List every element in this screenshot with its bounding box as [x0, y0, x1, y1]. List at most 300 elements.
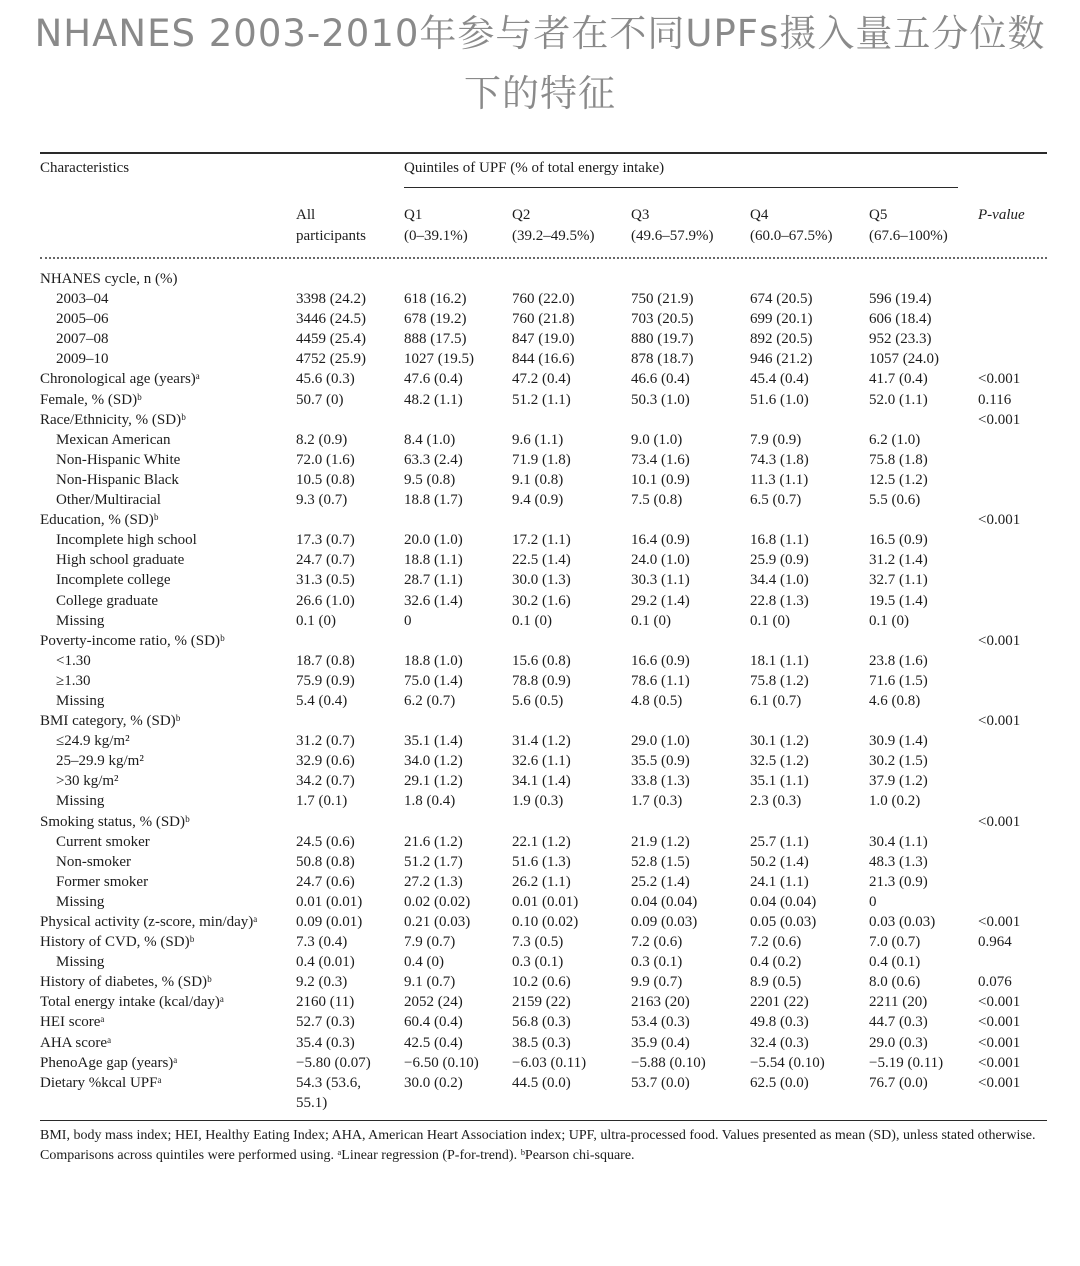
cell-q2: 5.6 (0.5)	[512, 692, 564, 709]
cell-all: 31.3 (0.5)	[296, 572, 355, 589]
cell-pvalue: <0.001	[978, 632, 1021, 649]
table-row	[40, 771, 1047, 791]
cell-q5: 30.2 (1.5)	[869, 753, 928, 770]
cell-q3: 33.8 (1.3)	[631, 773, 690, 790]
row-label: 2003–04	[56, 291, 109, 308]
cell-q2: 71.9 (1.8)	[512, 451, 571, 468]
cell-q1: 18.8 (1.0)	[404, 652, 463, 669]
row-label: Non-smoker	[56, 853, 131, 870]
row-label: Education, % (SD)ᵇ	[40, 512, 159, 529]
cell-q1: 63.3 (2.4)	[404, 451, 463, 468]
cell-q3: 52.8 (1.5)	[631, 853, 690, 870]
cell-q1: 60.4 (0.4)	[404, 1014, 463, 1031]
table-row	[40, 1073, 1047, 1111]
cell-q1: 32.6 (1.4)	[404, 592, 463, 609]
cell-q4: 0.05 (0.03)	[750, 914, 817, 930]
cell-q3: 30.3 (1.1)	[631, 572, 690, 589]
cell-pvalue: <0.001	[978, 813, 1021, 830]
cell-pvalue: 0.964	[978, 934, 1012, 951]
cell-q2: 44.5 (0.0)	[512, 1074, 571, 1091]
cell-q4: 32.5 (1.2)	[750, 753, 809, 770]
row-label: Total energy intake (kcal/day)ᵃ	[40, 994, 224, 1011]
cell-q4: 25.9 (0.9)	[750, 552, 809, 569]
table-row	[40, 1053, 1047, 1073]
header-quintile-group: Quintiles of UPF (% of total energy intake)	[404, 160, 665, 176]
cell-q5: 7.0 (0.7)	[869, 934, 921, 951]
cell-all: 72.0 (1.6)	[296, 451, 355, 468]
col-header-q2: Q2 (39.2–49.5%)	[512, 207, 595, 244]
table-body	[40, 269, 1047, 1111]
cell-q3: 25.2 (1.4)	[631, 873, 690, 890]
table-row	[40, 852, 1047, 872]
header-dotted-rule	[40, 257, 1047, 259]
cell-q3: 9.0 (1.0)	[631, 431, 683, 448]
cell-q1: 8.4 (1.0)	[404, 431, 456, 448]
cell-q5: 2211 (20)	[869, 994, 928, 1011]
cell-q4: 74.3 (1.8)	[750, 451, 809, 468]
cell-q4: 30.1 (1.2)	[750, 733, 809, 750]
cell-q3: 35.9 (0.4)	[631, 1034, 690, 1051]
cell-q3: 2163 (20)	[631, 994, 690, 1011]
row-label: 25–29.9 kg/m²	[56, 753, 144, 770]
cell-q3: 0.1 (0)	[631, 612, 671, 629]
table-row	[40, 731, 1047, 751]
cell-pvalue: <0.001	[978, 1074, 1021, 1091]
row-label: Non-Hispanic Black	[56, 471, 179, 488]
cell-q2: 844 (16.6)	[512, 351, 575, 368]
cell-q4: 22.8 (1.3)	[750, 592, 809, 609]
cell-q2: 9.4 (0.9)	[512, 492, 564, 509]
cell-all: 9.3 (0.7)	[296, 492, 348, 509]
cell-q4: 45.4 (0.4)	[750, 371, 809, 388]
cell-q3: 73.4 (1.6)	[631, 451, 690, 468]
cell-q2: −6.03 (0.11)	[512, 1054, 587, 1071]
row-label: Former smoker	[56, 873, 149, 890]
table-row	[40, 992, 1047, 1012]
cell-q2: 0.10 (0.02)	[512, 914, 579, 930]
cell-q1: 29.1 (1.2)	[404, 773, 463, 790]
cell-q3: 29.0 (1.0)	[631, 733, 690, 750]
cell-q5: 6.2 (1.0)	[869, 431, 921, 448]
cell-q3: 21.9 (1.2)	[631, 833, 690, 850]
row-label: Physical activity (z-score, min/day)ᵃ	[40, 914, 258, 930]
cell-q1: 0.21 (0.03)	[404, 914, 471, 930]
cell-all: 0.1 (0)	[296, 612, 336, 629]
cell-q4: 49.8 (0.3)	[750, 1014, 809, 1031]
cell-q3: 9.9 (0.7)	[631, 974, 683, 991]
cell-all: 9.2 (0.3)	[296, 974, 348, 991]
cell-q3: 703 (20.5)	[631, 311, 694, 328]
cell-all: 1.7 (0.1)	[296, 793, 348, 810]
table-row	[40, 329, 1047, 349]
table-row	[40, 349, 1047, 369]
cell-q3: −5.88 (0.10)	[631, 1054, 706, 1071]
table-row	[40, 972, 1047, 992]
cell-q5: 596 (19.4)	[869, 291, 932, 308]
cell-q5: 37.9 (1.2)	[869, 773, 928, 790]
cell-pvalue: <0.001	[978, 914, 1021, 930]
cell-q2: 7.3 (0.5)	[512, 934, 564, 951]
cell-q2: 0.3 (0.1)	[512, 954, 564, 971]
cell-q5: 606 (18.4)	[869, 311, 932, 328]
cell-q2: 847 (19.0)	[512, 331, 575, 348]
table-row	[40, 570, 1047, 590]
cell-q4: 6.5 (0.7)	[750, 492, 802, 509]
row-label: Dietary %kcal UPFᵃ	[40, 1074, 162, 1091]
row-label: ≤24.9 kg/m²	[56, 733, 130, 750]
table-row	[40, 711, 1047, 731]
table-row	[40, 309, 1047, 329]
cell-q1: 6.2 (0.7)	[404, 692, 456, 709]
table-row	[40, 872, 1047, 892]
cell-q2: 10.2 (0.6)	[512, 974, 571, 991]
table-row	[40, 892, 1047, 912]
cell-q1: 1027 (19.5)	[404, 351, 474, 368]
cell-all: 3398 (24.2)	[296, 291, 366, 308]
cell-q4: 6.1 (0.7)	[750, 692, 802, 709]
row-label: College graduate	[56, 592, 159, 609]
cell-all: 50.8 (0.8)	[296, 853, 355, 870]
cell-pvalue: <0.001	[978, 512, 1021, 529]
row-label: AHA scoreᵃ	[40, 1034, 112, 1051]
cell-q2: 15.6 (0.8)	[512, 652, 571, 669]
row-label: PhenoAge gap (years)ᵃ	[40, 1054, 178, 1071]
cell-q2: 9.6 (1.1)	[512, 431, 564, 448]
row-label: Current smoker	[56, 833, 150, 850]
cell-q4: 25.7 (1.1)	[750, 833, 809, 850]
cell-q2: 9.1 (0.8)	[512, 471, 564, 488]
cell-q4: 674 (20.5)	[750, 291, 813, 308]
cell-q4: 8.9 (0.5)	[750, 974, 802, 991]
cell-q4: 11.3 (1.1)	[750, 471, 809, 488]
cell-pvalue: <0.001	[978, 371, 1021, 388]
cell-q4: 2201 (22)	[750, 994, 809, 1011]
cell-q2: 31.4 (1.2)	[512, 733, 571, 750]
cell-all: 34.2 (0.7)	[296, 773, 355, 790]
cell-q1: 9.5 (0.8)	[404, 471, 456, 488]
col-header-q1: Q1 (0–39.1%)	[404, 207, 468, 244]
table-bottom-rule	[40, 1120, 1047, 1121]
cell-q1: 51.2 (1.7)	[404, 853, 463, 870]
cell-q2: 30.0 (1.3)	[512, 572, 571, 589]
col-header-q3: Q3 (49.6–57.9%)	[631, 207, 714, 244]
cell-q3: 0.09 (0.03)	[631, 914, 698, 930]
table-row	[40, 611, 1047, 631]
cell-q5: 31.2 (1.4)	[869, 552, 928, 569]
row-label: Missing	[56, 893, 105, 910]
cell-q4: 62.5 (0.0)	[750, 1074, 809, 1091]
row-label: Incomplete high school	[56, 532, 197, 549]
cell-all: 17.3 (0.7)	[296, 532, 355, 549]
row-label: >30 kg/m²	[56, 773, 119, 790]
cell-all: 5.4 (0.4)	[296, 692, 348, 709]
cell-q5: 75.8 (1.8)	[869, 451, 928, 468]
cell-q4: 18.1 (1.1)	[750, 652, 809, 669]
cell-all: 31.2 (0.7)	[296, 733, 355, 750]
table-row	[40, 671, 1047, 691]
cell-q5: 0.1 (0)	[869, 612, 909, 629]
row-label: HEI scoreᵃ	[40, 1014, 105, 1031]
cell-q3: 46.6 (0.4)	[631, 371, 690, 388]
cell-q4: 946 (21.2)	[750, 351, 813, 368]
cell-all: 24.7 (0.6)	[296, 873, 355, 890]
cell-q2: 0.01 (0.01)	[512, 893, 579, 910]
cell-q5: 44.7 (0.3)	[869, 1014, 928, 1031]
table-row	[40, 832, 1047, 852]
table-row	[40, 269, 1047, 289]
cell-q5: 76.7 (0.0)	[869, 1074, 928, 1091]
cell-q3: 35.5 (0.9)	[631, 753, 690, 770]
row-label: Chronological age (years)ᵃ	[40, 371, 200, 388]
cell-q4: 75.8 (1.2)	[750, 672, 809, 689]
cell-q4: 51.6 (1.0)	[750, 391, 809, 408]
cell-pvalue: <0.001	[978, 994, 1021, 1011]
table-row	[40, 1033, 1047, 1053]
row-label: Missing	[56, 612, 105, 629]
cell-q2: 17.2 (1.1)	[512, 532, 571, 549]
cell-q4: 0.4 (0.2)	[750, 954, 802, 971]
table-row	[40, 390, 1047, 410]
col-header-q5: Q5 (67.6–100%)	[869, 207, 948, 244]
cell-q5: 1.0 (0.2)	[869, 793, 921, 810]
cell-all: 50.7 (0)	[296, 391, 344, 408]
table-row	[40, 550, 1047, 570]
cell-q1: 678 (19.2)	[404, 311, 467, 328]
row-label: Incomplete college	[56, 572, 171, 589]
cell-pvalue: 0.076	[978, 974, 1012, 991]
cell-pvalue: <0.001	[978, 1034, 1021, 1051]
cell-all: 0.09 (0.01)	[296, 914, 363, 930]
cell-q1: −6.50 (0.10)	[404, 1054, 479, 1071]
cell-q2: 22.5 (1.4)	[512, 552, 571, 569]
cell-q1: 18.8 (1.1)	[404, 552, 463, 569]
row-label: History of diabetes, % (SD)ᵇ	[40, 974, 212, 991]
cell-q5: 0.03 (0.03)	[869, 914, 936, 930]
table-row	[40, 430, 1047, 450]
cell-q1: 28.7 (1.1)	[404, 572, 463, 589]
table-row	[40, 530, 1047, 550]
cell-q1: 21.6 (1.2)	[404, 833, 463, 850]
cell-q1: 7.9 (0.7)	[404, 934, 456, 951]
cell-q2: 22.1 (1.2)	[512, 833, 571, 850]
cell-q5: 1057 (24.0)	[869, 351, 939, 368]
table-row	[40, 410, 1047, 430]
row-label: History of CVD, % (SD)ᵇ	[40, 934, 195, 951]
cell-q3: 750 (21.9)	[631, 291, 694, 308]
cell-all: 0.01 (0.01)	[296, 893, 363, 910]
cell-all: 10.5 (0.8)	[296, 471, 355, 488]
cell-q4: 699 (20.1)	[750, 311, 813, 328]
cell-q1: 20.0 (1.0)	[404, 532, 463, 549]
cell-q3: 24.0 (1.0)	[631, 552, 690, 569]
cell-q2: 32.6 (1.1)	[512, 753, 571, 770]
row-label: NHANES cycle, n (%)	[40, 271, 178, 287]
table-row	[40, 510, 1047, 530]
cell-q2: 51.6 (1.3)	[512, 853, 571, 870]
cell-all: 35.4 (0.3)	[296, 1034, 355, 1051]
table-top-rule	[40, 152, 1047, 154]
cell-q5: 19.5 (1.4)	[869, 592, 928, 609]
cell-q5: 30.4 (1.1)	[869, 833, 928, 850]
cell-q3: 29.2 (1.4)	[631, 592, 690, 609]
cell-q5: 0	[869, 893, 877, 910]
cell-q2: 78.8 (0.9)	[512, 672, 571, 689]
row-label: Poverty-income ratio, % (SD)ᵇ	[40, 632, 225, 649]
col-header-all: All participants	[296, 207, 366, 244]
cell-q1: 42.5 (0.4)	[404, 1034, 463, 1051]
table-row	[40, 651, 1047, 671]
col-header-q4: Q4 (60.0–67.5%)	[750, 207, 833, 244]
cell-q1: 2052 (24)	[404, 994, 463, 1011]
table-row	[40, 490, 1047, 510]
cell-q3: 880 (19.7)	[631, 331, 694, 348]
row-label: High school graduate	[56, 552, 185, 569]
cell-q5: 23.8 (1.6)	[869, 652, 928, 669]
cell-all: 24.7 (0.7)	[296, 552, 355, 569]
row-label: Other/Multiracial	[56, 492, 161, 509]
row-label: Smoking status, % (SD)ᵇ	[40, 813, 190, 830]
cell-q4: 7.9 (0.9)	[750, 431, 802, 448]
cell-q3: 50.3 (1.0)	[631, 391, 690, 408]
table-footnote: BMI, body mass index; HEI, Healthy Eating Index; AHA, American Heart Association index; UPF, ultra-processed food. Values presented as mean (SD), unless stated otherwise. Comparisons across quintiles were performed using. ᵃLinear regression (P-for-trend). ᵇPearson chi-square.	[40, 1128, 1036, 1163]
cell-q1: 27.2 (1.3)	[404, 873, 463, 890]
cell-q1: 18.8 (1.7)	[404, 492, 463, 509]
cell-q5: −5.19 (0.11)	[869, 1054, 944, 1071]
table-row	[40, 369, 1047, 389]
cell-all: 45.6 (0.3)	[296, 371, 355, 388]
cell-q5: 41.7 (0.4)	[869, 371, 928, 388]
cell-q2: 51.2 (1.1)	[512, 391, 571, 408]
cell-q4: 892 (20.5)	[750, 331, 813, 348]
row-label: Race/Ethnicity, % (SD)ᵇ	[40, 411, 186, 428]
group-header-rule	[404, 187, 958, 188]
table-row	[40, 932, 1047, 952]
cell-pvalue: <0.001	[978, 411, 1021, 428]
cell-q3: 78.6 (1.1)	[631, 672, 690, 689]
cell-q3: 16.6 (0.9)	[631, 652, 690, 669]
cell-q4: 50.2 (1.4)	[750, 853, 809, 870]
cell-q1: 0.4 (0)	[404, 954, 444, 971]
table-row	[40, 952, 1047, 972]
cell-q1: 9.1 (0.7)	[404, 974, 456, 991]
cell-all: 75.9 (0.9)	[296, 672, 355, 689]
cell-all: 52.7 (0.3)	[296, 1014, 355, 1031]
cell-q1: 888 (17.5)	[404, 331, 467, 348]
cell-all: −5.80 (0.07)	[296, 1054, 371, 1071]
row-label: <1.30	[56, 652, 91, 669]
cell-q4: 0.1 (0)	[750, 612, 790, 629]
cell-q5: 29.0 (0.3)	[869, 1034, 928, 1051]
table-row	[40, 1012, 1047, 1032]
table-row	[40, 591, 1047, 611]
cell-q2: 38.5 (0.3)	[512, 1034, 571, 1051]
cell-q5: 4.6 (0.8)	[869, 692, 921, 709]
cell-q5: 52.0 (1.1)	[869, 391, 928, 408]
cell-q2: 760 (21.8)	[512, 311, 575, 328]
table-row	[40, 912, 1047, 932]
cell-q2: 1.9 (0.3)	[512, 793, 564, 810]
cell-q1: 30.0 (0.2)	[404, 1074, 463, 1091]
cell-q2: 30.2 (1.6)	[512, 592, 571, 609]
table-row	[40, 691, 1047, 711]
cell-q1: 34.0 (1.2)	[404, 753, 463, 770]
cell-pvalue: <0.001	[978, 1054, 1021, 1071]
row-label: 2005–06	[56, 311, 109, 328]
cell-q2: 47.2 (0.4)	[512, 371, 571, 388]
cell-all: 18.7 (0.8)	[296, 652, 355, 669]
cell-q4: −5.54 (0.10)	[750, 1054, 825, 1071]
cell-all: 7.3 (0.4)	[296, 934, 348, 951]
row-label: Missing	[56, 793, 105, 810]
col-header-pvalue: P-value	[978, 207, 1025, 223]
table-row	[40, 470, 1047, 490]
cell-q1: 0.02 (0.02)	[404, 893, 471, 910]
cell-q5: 8.0 (0.6)	[869, 974, 921, 991]
cell-q4: 16.8 (1.1)	[750, 532, 809, 549]
row-label: 2007–08	[56, 331, 109, 348]
cell-q2: 34.1 (1.4)	[512, 773, 571, 790]
cell-q5: 12.5 (1.2)	[869, 471, 928, 488]
cell-q1: 0	[404, 612, 412, 629]
cell-q3: 4.8 (0.5)	[631, 692, 683, 709]
cell-all: 0.4 (0.01)	[296, 954, 355, 971]
cell-q1: 35.1 (1.4)	[404, 733, 463, 750]
cell-q1: 47.6 (0.4)	[404, 371, 463, 388]
cell-q5: 32.7 (1.1)	[869, 572, 928, 589]
cell-q2: 0.1 (0)	[512, 612, 552, 629]
table-row	[40, 751, 1047, 771]
cell-q4: 35.1 (1.1)	[750, 773, 809, 790]
row-label: Non-Hispanic White	[56, 451, 181, 468]
cell-q4: 34.4 (1.0)	[750, 572, 809, 589]
cell-q3: 0.04 (0.04)	[631, 893, 698, 910]
cell-q5: 71.6 (1.5)	[869, 672, 928, 689]
cell-q2: 56.8 (0.3)	[512, 1014, 571, 1031]
row-label: Missing	[56, 954, 105, 971]
cell-q5: 952 (23.3)	[869, 331, 932, 348]
cell-q5: 21.3 (0.9)	[869, 873, 928, 890]
cell-all: 4459 (25.4)	[296, 331, 366, 348]
cell-q3: 0.3 (0.1)	[631, 954, 683, 971]
cell-q3: 16.4 (0.9)	[631, 532, 690, 549]
cell-q5: 5.5 (0.6)	[869, 492, 921, 509]
table-row	[40, 631, 1047, 651]
row-label: 2009–10	[56, 351, 109, 368]
cell-q3: 878 (18.7)	[631, 351, 694, 368]
cell-q3: 10.1 (0.9)	[631, 471, 690, 488]
cell-all: 2160 (11)	[296, 994, 355, 1011]
cell-q3: 53.4 (0.3)	[631, 1014, 690, 1031]
row-label: Female, % (SD)ᵇ	[40, 391, 142, 408]
cell-q5: 16.5 (0.9)	[869, 532, 928, 549]
cell-q5: 48.3 (1.3)	[869, 853, 928, 870]
header-characteristics: Characteristics	[40, 160, 130, 176]
cell-q2: 760 (22.0)	[512, 291, 575, 308]
table-row	[40, 450, 1047, 470]
row-label: BMI category, % (SD)ᵇ	[40, 713, 181, 730]
cell-q3: 1.7 (0.3)	[631, 793, 683, 810]
cell-q5: 30.9 (1.4)	[869, 733, 928, 750]
cell-all: 4752 (25.9)	[296, 351, 366, 368]
cell-q2: 2159 (22)	[512, 994, 571, 1011]
cell-all: 8.2 (0.9)	[296, 431, 348, 448]
row-label: Missing	[56, 692, 105, 709]
cell-pvalue: <0.001	[978, 713, 1021, 730]
cell-q3: 53.7 (0.0)	[631, 1074, 690, 1091]
cell-q4: 32.4 (0.3)	[750, 1034, 809, 1051]
page-title: NHANES 2003-2010年参与者在不同UPFs摄入量五分位数下的特征	[34, 12, 1046, 115]
cell-all: 32.9 (0.6)	[296, 753, 355, 770]
